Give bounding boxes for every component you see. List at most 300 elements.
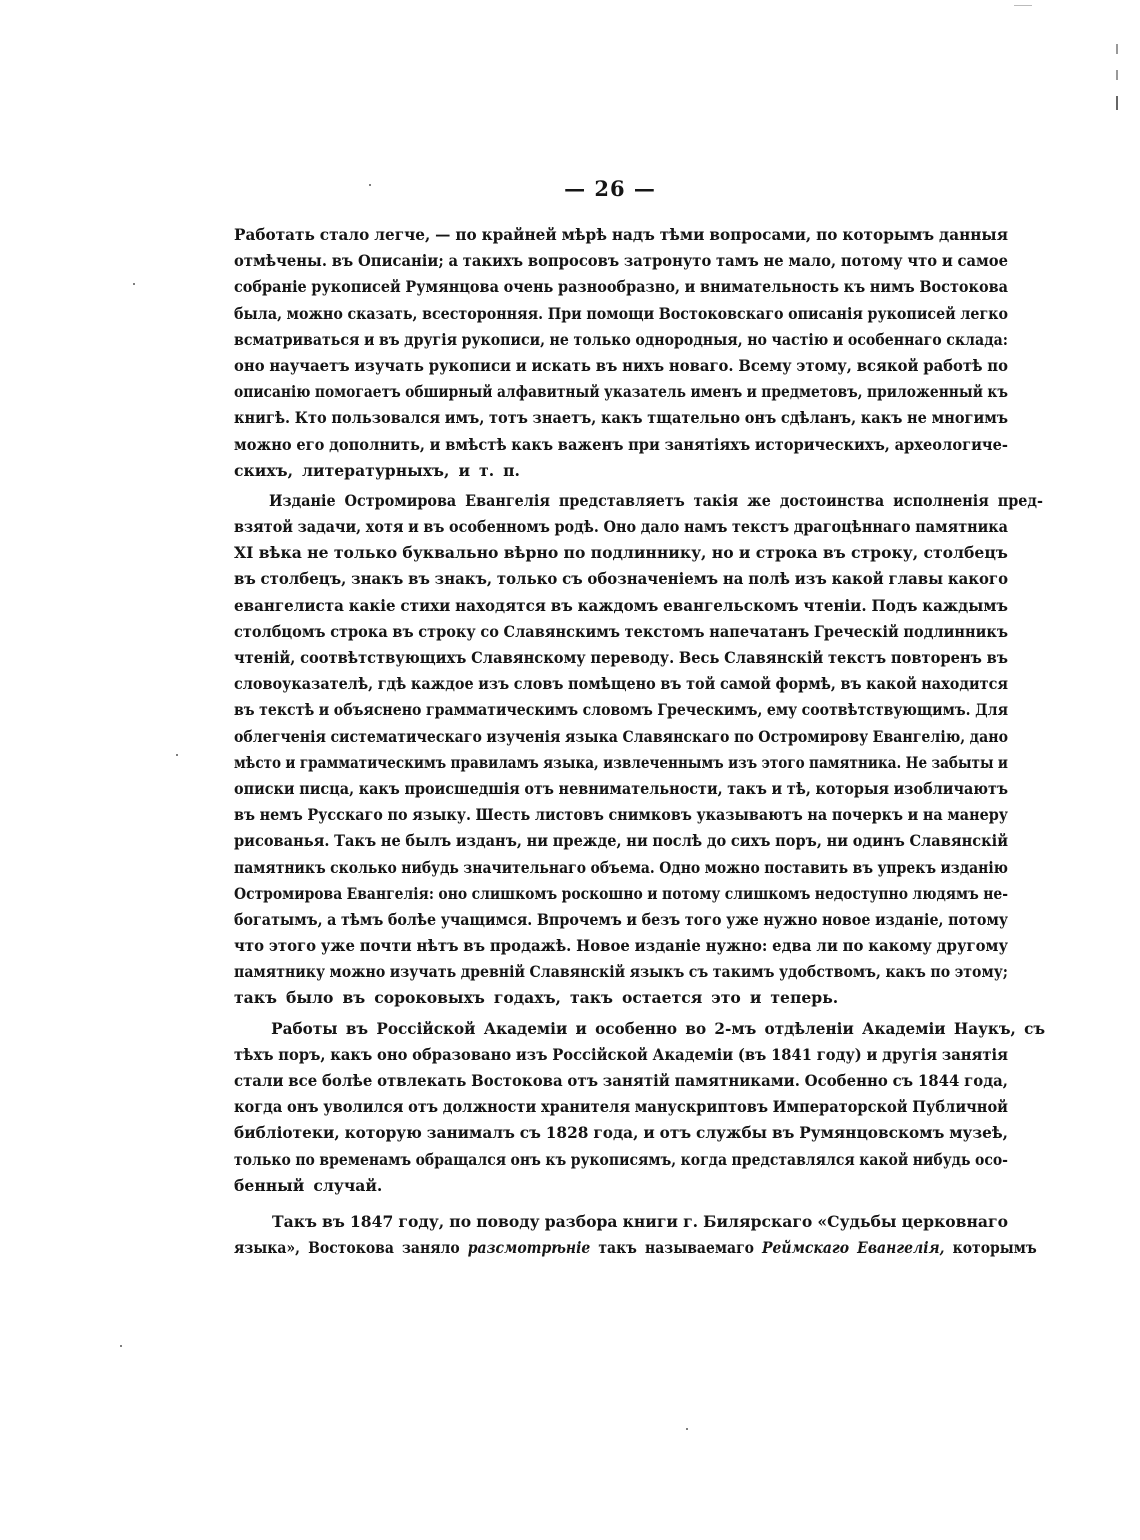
word: въ [331,251,354,271]
word: только [234,1149,291,1169]
word: рукописямъ, [570,1149,677,1169]
word: знакъ, [434,569,493,589]
word: 1844 [917,1071,960,1090]
word: учащимся. [440,909,533,929]
word: разсмотрѣніе [467,1238,591,1258]
word: столбецъ [923,543,1008,563]
word: такъ [598,1238,637,1258]
text-line [234,855,1008,881]
word: во [685,1018,707,1038]
word: Новое [576,936,630,956]
word: какъ [601,408,643,428]
word: затронуто [623,251,712,271]
word: родѣ. [554,517,599,537]
word: Остромирову [758,726,869,746]
word: уже [726,909,759,929]
word: Не [905,752,928,772]
word: мало, [788,251,837,271]
word: находятся [455,595,546,615]
word: удобствомъ, [779,962,881,982]
word: текстѣ [259,700,315,720]
word: въ [852,857,874,877]
word: изданіе, [875,909,944,929]
word: Славянскій [724,648,824,667]
word: указатель [604,382,687,402]
word: года, [593,1123,639,1143]
word: когда [680,1149,728,1169]
word: по [449,1211,472,1231]
word: какого [947,569,1008,589]
word: въ [771,1123,795,1143]
word: съ [892,1071,914,1090]
word: такихъ [462,251,524,271]
word: потому [840,251,903,271]
word: ни [526,831,549,851]
word: древній [460,962,525,982]
word: въ [234,569,256,589]
word: не- [983,883,1008,903]
word: Реймскаго [762,1238,850,1258]
scan-speck [133,283,135,285]
word: съ [1024,1018,1046,1038]
word: нихъ [622,355,665,375]
text-line [234,985,1008,1011]
word: и [458,460,471,480]
text-line [234,907,1008,933]
word: пред- [997,490,1043,510]
word: года, [964,1071,1008,1090]
word: 1828 [545,1123,589,1143]
word: и [749,988,762,1008]
word: знакъ [351,569,404,589]
word: музеѣ, [949,1123,1008,1143]
word: на [722,569,744,589]
word: дополнить, [329,434,425,454]
word: Востокова [308,1238,394,1258]
word: по [816,225,838,244]
text-line [234,432,1008,458]
word: языка», [234,1238,301,1258]
word: а [327,909,337,929]
word: занималъ [426,1123,515,1143]
word: особенно [595,1018,678,1038]
word: году, [398,1211,445,1231]
word: книгѣ. [234,408,291,428]
word: Востокова [471,1071,563,1090]
text-line [234,1147,1008,1173]
word: изъ [794,569,827,589]
word: отъ [659,1123,692,1143]
text-line [234,514,1008,540]
word: особеннаго [847,329,942,349]
word: имъ, [444,408,485,428]
word: дано [969,726,1008,746]
word: въ [234,805,255,825]
word: онъ [510,1149,541,1169]
word: только [573,329,631,349]
word: Евангелія [465,490,550,510]
word: же [747,490,771,510]
word: почти [359,936,412,956]
word: и [738,543,751,563]
word: листовъ [534,805,604,825]
word: уволился [323,1097,404,1117]
word: какъ [885,962,926,982]
word: тѣ, [786,778,811,798]
word: языка [564,726,618,746]
word: грамматическимъ [425,700,579,720]
text-line [234,1016,1045,1042]
word: съ [688,962,709,982]
word: и [515,355,527,375]
text-line [234,458,1008,484]
word: можно [286,303,343,323]
word: продажѣ. [489,936,572,956]
word: Евангелія: [346,883,434,903]
word: того [684,909,722,929]
word: памятниками. [674,1071,800,1090]
word: въ [392,621,414,641]
word: и [771,778,783,798]
word: правиламъ [450,752,539,772]
word: Работать [234,225,315,244]
word: извлеченнымъ [603,752,724,772]
word: памятника. [809,752,902,772]
word: описанію [234,382,311,402]
word: болѣе [387,909,437,929]
text-line [234,379,1008,405]
word: 1841 [771,1044,813,1064]
word: Греческій [813,621,899,641]
text-line [234,802,1008,828]
word: Такъ [272,1211,317,1231]
word: такъ [727,778,767,798]
word: евангельскомъ [663,595,799,615]
word: указываютъ [696,805,803,825]
word: столбцомъ [234,621,326,641]
word: до [706,831,727,851]
word: п. [503,460,520,480]
word: соотвѣтствующимъ. [801,700,971,720]
word: склада: [946,329,1008,349]
scan-speck [369,184,371,186]
word: безъ [641,909,681,929]
word: остается [621,988,703,1008]
word: какой [866,674,917,694]
word: изданіе [634,936,701,956]
word: особенномъ [449,517,550,537]
word: строку, [851,543,919,563]
word: переводу. [590,648,675,667]
text-line [234,750,1008,776]
word: въ [822,543,846,563]
word: снимковъ [608,805,692,825]
word: (въ [737,1044,767,1064]
word: описанія [788,303,863,323]
word: образовано [412,1044,512,1064]
word: находится [921,674,1008,694]
word: — [435,225,451,244]
word: словъ [513,674,564,694]
word: нибудь [912,1149,971,1169]
text-line [234,724,1008,750]
word: описки [234,778,295,798]
word: отдѣленіи [764,1018,854,1038]
word: языка, [543,752,599,772]
word: когда [234,1097,283,1117]
text-line [234,1173,1008,1199]
word: въ [550,595,573,615]
word: археологиче- [894,434,1008,454]
word: тщательно [647,408,741,428]
word: Академіи [652,1044,734,1064]
word: Славянскій [529,962,626,982]
word: представлялся [731,1149,855,1169]
word: поръ, [278,1044,326,1064]
word: съ [519,1123,541,1143]
word: случай. [313,1175,383,1195]
word: Славянскимъ [503,621,620,641]
word: объяснено [333,700,422,720]
word: на [922,805,943,825]
paragraph [234,1016,1046,1199]
word: что [234,936,265,956]
word: предметовъ, [761,382,863,402]
word: сороковыхъ [374,988,485,1008]
text-line [234,222,1008,248]
word: данныя [939,225,1008,244]
word: по [563,543,586,563]
word: текстомъ [624,621,705,641]
word: памятникъ [234,857,326,877]
word: Впрочемъ [536,909,622,929]
word: рукописей [311,277,401,297]
word: по [842,936,864,956]
word: съ [562,569,583,589]
word: этому, [796,355,852,375]
word: словоуказателѣ, [234,674,374,694]
word: въ [408,569,430,589]
scan-speck [686,1428,688,1430]
word: чтеній, [234,648,296,667]
word: занятій [602,1071,670,1090]
word: библіотеки, [234,1123,340,1143]
word: отъ [408,1097,439,1117]
word: языку. [412,805,471,825]
word: этого [268,936,317,956]
word: болѣе [321,1071,373,1090]
scan-margin-mark [1014,5,1032,6]
word: вмѣстѣ [445,434,507,454]
word: каждымъ [922,595,1008,615]
word: вопросовъ [527,251,620,271]
word: помогаетъ [314,382,401,402]
word: на [807,805,828,825]
word: рисованья. [234,831,330,851]
word: невнимательности, [558,778,723,798]
scan-margin-mark [1116,70,1118,80]
word: году) [816,1044,862,1064]
word: стихи [400,595,451,615]
word: только [333,543,398,563]
scan-margin-mark [1116,44,1118,54]
word: къ [545,1149,567,1169]
word: нѣтъ [416,936,459,956]
word: едва [772,936,812,956]
word: рукописи [428,355,511,375]
word: обширный [405,382,493,402]
word: отмѣчены. [234,251,327,271]
word: но [747,329,767,349]
word: разбора [544,1211,618,1231]
word: по [987,355,1008,375]
page-number: — 26 — [564,176,656,201]
word: занятія [941,1044,1008,1064]
word: Императорской [772,1097,908,1117]
word: хотя [365,517,404,537]
word: въ [345,1018,369,1038]
word: слишкомъ [471,883,558,903]
word: занятіяхъ [664,434,751,454]
word: и [941,251,953,271]
word: драгоцѣннаго [793,517,911,537]
word: многимъ [931,408,1008,428]
word: такимъ [712,962,775,982]
word: Кто [294,408,327,428]
word: Академіи [483,1018,568,1038]
word: и [832,329,844,349]
word: упрекъ [877,857,937,877]
word: церковнаго [901,1211,1008,1231]
word: богатымъ, [234,909,323,929]
word: Востоковскаго [658,303,784,323]
word: всесторонняя. [422,303,544,323]
word: текстъ [731,517,790,537]
word: должности [442,1097,537,1117]
word: помощи [586,303,655,323]
text-line [234,697,1008,723]
word: Особенно [804,1071,888,1090]
word: Публичной [912,1097,1008,1117]
word: отвлекать [377,1071,467,1090]
word: надъ [611,225,655,244]
word: важенъ [557,434,624,454]
word: въ [595,355,618,375]
word: XI [234,543,254,563]
word: роскошно [561,883,643,903]
word: только [496,569,558,589]
word: и [907,805,919,825]
word: не [380,831,401,851]
word: въ [378,329,400,349]
word: пользовался [331,408,441,428]
word: Востокова [919,277,1008,297]
word: со [480,621,499,641]
word: облегченія [234,726,326,746]
word: соотвѣтствующихъ [300,648,467,667]
word: сдѣланъ, [780,408,857,428]
word: вѣка [258,543,302,563]
word: мѣсто [234,752,282,772]
word: историческихъ, [754,434,890,454]
word: полѣ [748,569,791,589]
text-line [234,1068,1008,1094]
word: достоинства [779,490,885,510]
word: представляетъ [558,490,685,510]
word: Для [975,700,1008,720]
text-line [234,645,1008,671]
text-line [234,1120,1008,1146]
text-line [234,593,1008,619]
word: можно [704,857,760,877]
word: чтеніи. [803,595,867,615]
word: онъ [744,408,777,428]
word: Остромирова [344,490,457,510]
word: въ [660,674,682,694]
word: Такъ [334,831,377,851]
text-line [234,671,1008,697]
word: которымъ [842,225,935,244]
word: бенный [234,1175,305,1195]
word: какъ [358,778,400,798]
word: напечатанъ [709,621,810,641]
scan-margin-mark [1116,96,1118,110]
word: не [307,543,329,563]
word: т. [479,460,495,480]
word: мѣрѣ [561,225,607,244]
word: рукописей [867,303,956,323]
word: слишкомъ [724,883,811,903]
word: оно [377,1044,408,1064]
text-line [234,881,1008,907]
word: въ [423,517,445,537]
word: обращался [415,1149,507,1169]
word: такъ [234,988,277,1008]
word: взятой [234,517,293,537]
word: вопросами, [709,225,812,244]
word: по [733,726,754,746]
word: памятнику [234,962,326,982]
word: въ [322,1211,345,1231]
word: той [686,674,716,694]
word: называемаго [644,1238,754,1258]
word: и [408,517,419,537]
word: Греческимъ, [657,700,763,720]
word: которую [344,1123,422,1143]
word: памятника [915,517,1008,537]
word: Наукъ, [953,1018,1016,1038]
word: скихъ, [234,460,294,480]
text-line [234,566,1008,592]
word: такія [693,490,739,510]
word: происшедшія [404,778,520,798]
word: при [628,434,660,454]
word: легко [960,303,1008,323]
word: строка [330,621,388,641]
word: писца, [299,778,355,798]
word: изъ [728,752,758,772]
word: Румянцовскомъ [799,1123,945,1143]
text-line [234,540,1008,566]
text-line [234,405,1008,431]
word: отъ [524,778,554,798]
word: Славянскому [471,648,586,667]
word: по [387,805,408,825]
word: буквально [402,543,499,563]
word: и [626,909,637,929]
word: хранителя [540,1097,631,1117]
word: временамъ [319,1149,412,1169]
